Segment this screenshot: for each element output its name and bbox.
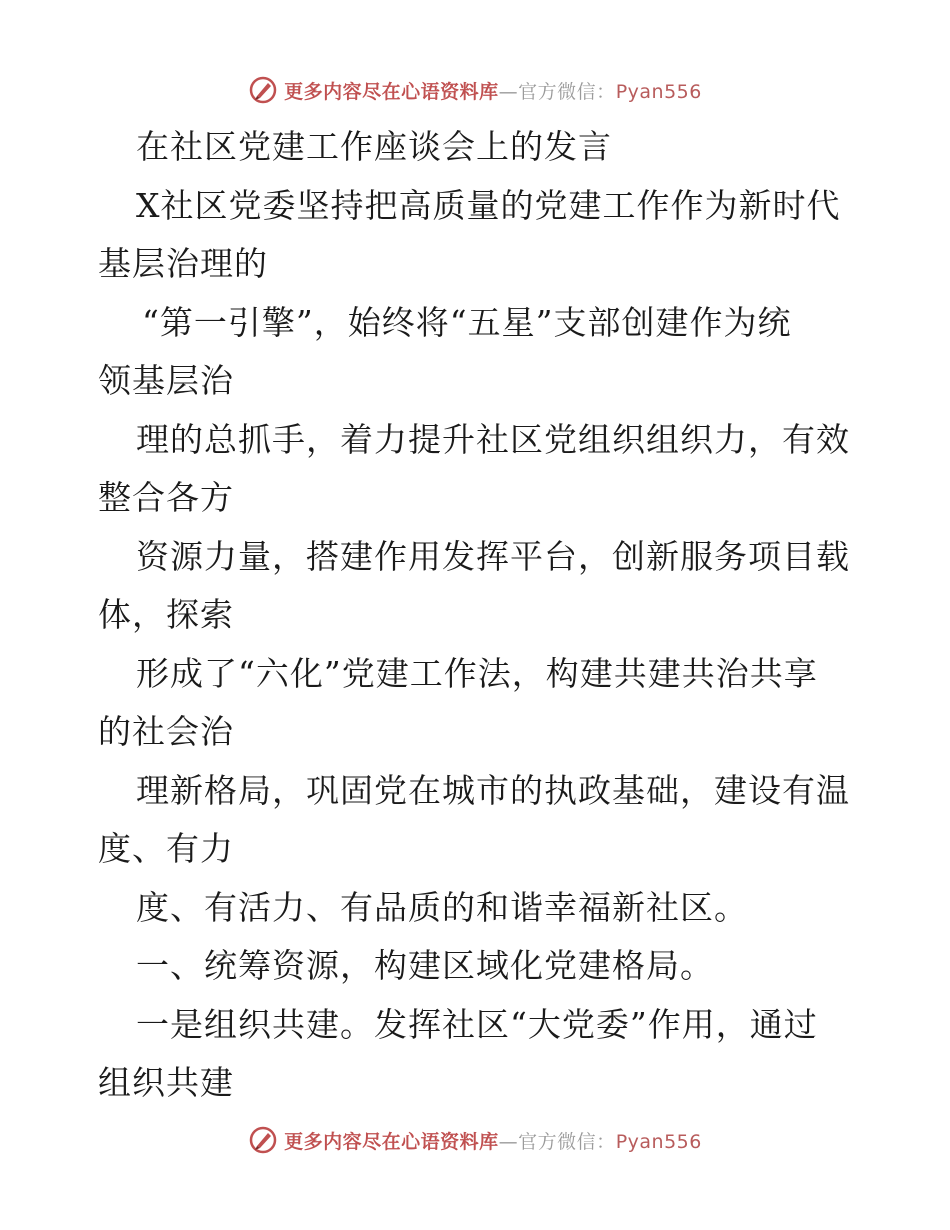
paragraph-line: 资源力量，搭建作用发挥平台，创新服务项目载 [136,536,850,576]
watermark-brand: Pyan556 [615,1130,702,1153]
footer-watermark [0,1120,950,1160]
paragraph-line: 组织共建 [98,1063,234,1102]
paragraph-line: 形成了“六化”党建工作法，构建共建共治共享 [136,653,818,693]
paragraph-line: 度、有力 [98,829,234,868]
paragraph-line: 整合各方 [98,478,234,517]
watermark-part2: 官方微信： [518,1130,616,1153]
paragraph-line: 领基层治 [98,361,234,400]
paragraph-line: 理的总抓手，着力提升社区党组织组织力，有效 [136,419,850,459]
watermark-text [284,1127,702,1154]
paragraph-line: 度、有活力、有品质的和谐幸福新社区。 [136,887,748,927]
paragraph-line: X社区党委坚持把高质量的党建工作作为新时代 [136,185,841,225]
section-heading: 一、统筹资源，构建区域化党建格局。 [136,946,714,985]
paragraph-line: 体，探索 [98,595,234,634]
watermark-part2: 官方微信： [518,80,616,103]
watermark-part1: 更多内容尽在心语资料库 [284,1130,499,1153]
watermark-dash: — [498,1130,519,1153]
document-title: 在社区党建工作座谈会上的发言 [136,127,612,166]
document-body [98,118,858,1113]
watermark-dash: — [498,80,519,103]
watermark-text [284,77,702,104]
paragraph-line: 基层治理的 [98,244,268,283]
watermark-brand: Pyan556 [615,80,702,103]
paragraph-line: 理新格局，巩固党在城市的执政基础，建设有温 [136,770,850,810]
pen-logo-icon [248,1125,278,1155]
paragraph-line: 的社会治 [98,712,234,751]
pen-logo-icon [248,75,278,105]
header-watermark [0,70,950,110]
paragraph-line: 一是组织共建。发挥社区“大党委”作用，通过 [136,1004,818,1044]
paragraph-line: “第一引擎”，始终将“五星”支部创建作为统 [142,302,792,342]
watermark-part1: 更多内容尽在心语资料库 [284,80,499,103]
